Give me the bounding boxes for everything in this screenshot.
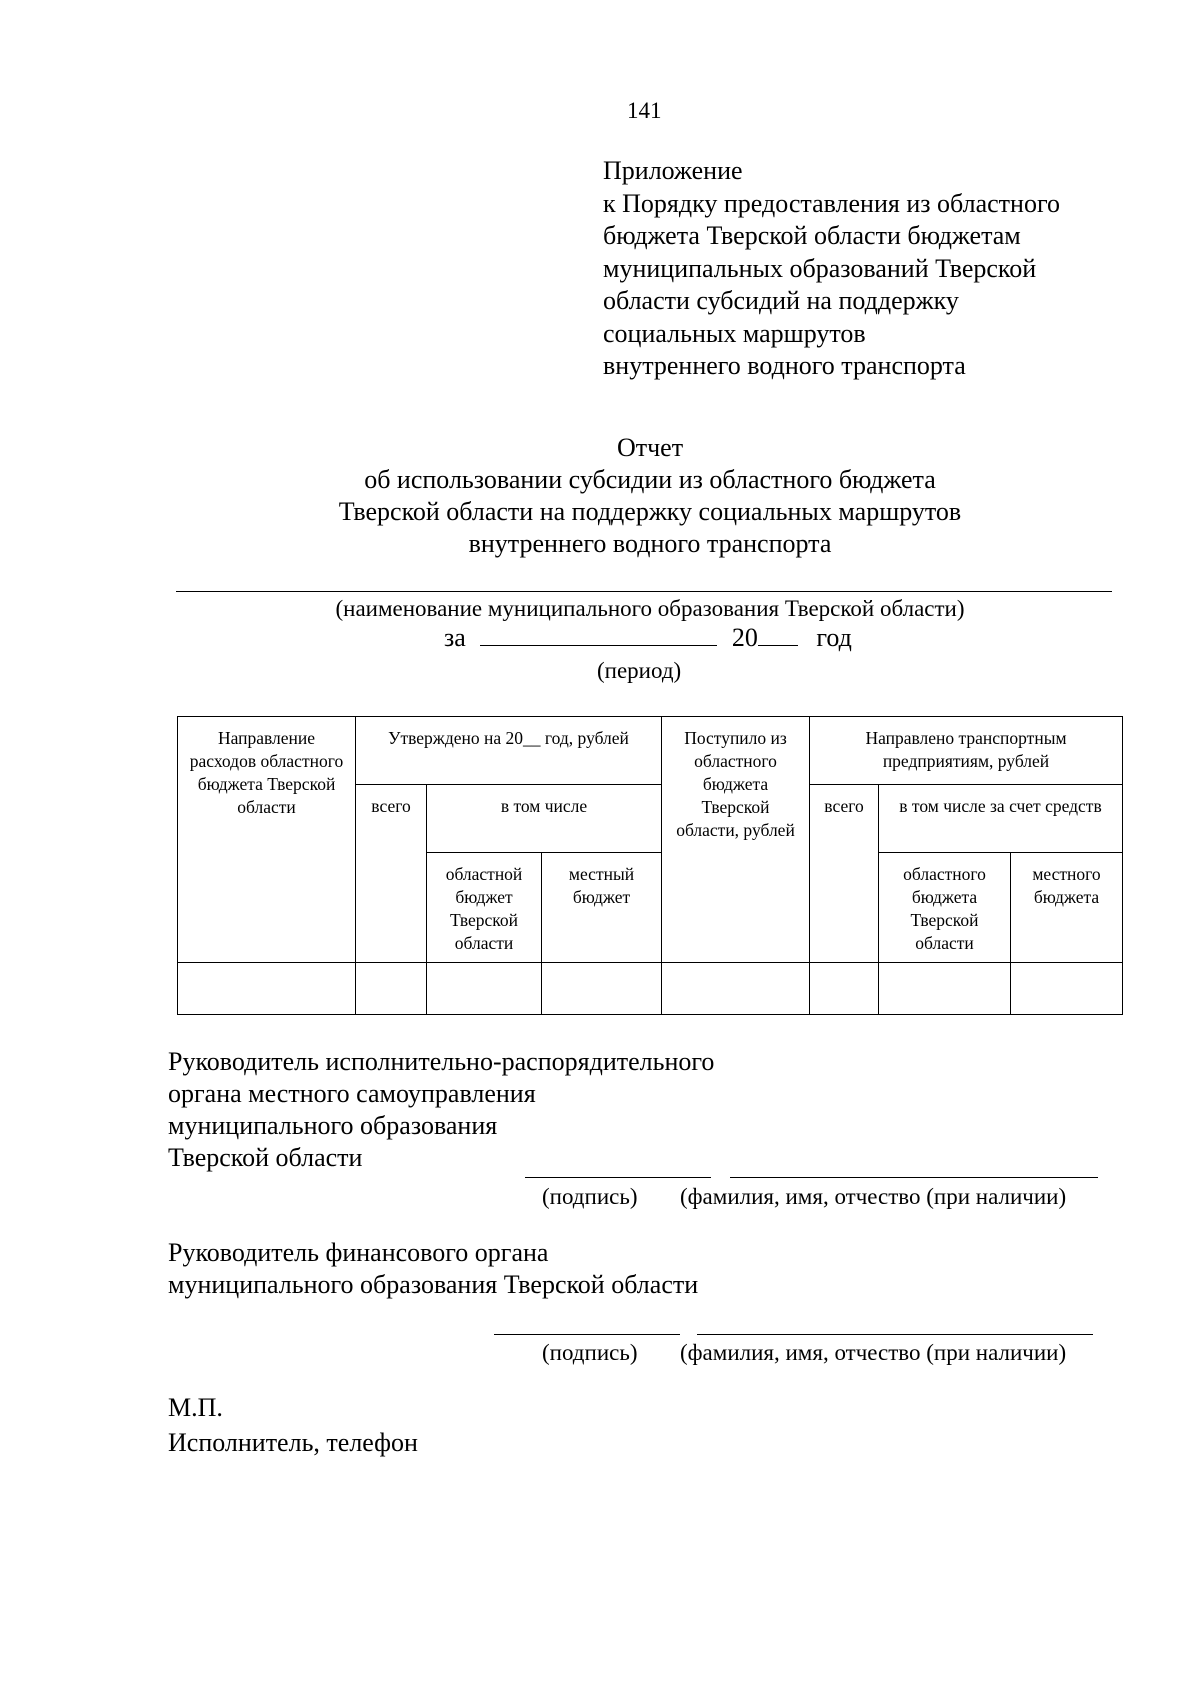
municipality-name-field[interactable] — [176, 591, 1112, 592]
footer — [168, 1390, 418, 1460]
table-cell[interactable] — [1011, 963, 1123, 1015]
report-title-line: Отчет — [616, 433, 684, 462]
table-cell[interactable] — [427, 963, 542, 1015]
period-field[interactable] — [480, 623, 717, 646]
appendix-line: внутреннего водного транспорта — [603, 351, 966, 380]
year-prefix: 20 — [731, 623, 758, 652]
signature-1-line: Тверской области — [168, 1143, 363, 1172]
header-sent-local: местного бюджета — [1011, 853, 1123, 963]
table-cell[interactable] — [810, 963, 879, 1015]
period-caption: (период) — [597, 658, 682, 683]
appendix-line: области субсидий на поддержку — [603, 286, 959, 315]
signature-2-sign-caption: (подпись) — [542, 1340, 638, 1365]
signature-2-line: Руководитель финансового органа — [168, 1238, 549, 1267]
signature-block-2 — [168, 1237, 698, 1301]
report-title-line: внутреннего водного транспорта — [468, 529, 832, 558]
report-title — [200, 432, 1100, 560]
report-title-line: Тверской области на поддержку социальных маршрутов — [338, 497, 962, 526]
signature-1-sign-caption: (подпись) — [542, 1184, 638, 1209]
appendix-line: к Порядку предоставления из областного — [603, 188, 1060, 218]
signature-1-line: Руководитель исполнительно-распорядительного — [168, 1047, 715, 1076]
signature-1-name-field[interactable] — [730, 1177, 1098, 1178]
header-sent-including: в том числе за счет средств — [879, 785, 1123, 853]
appendix-header — [603, 155, 1060, 383]
signature-block-1 — [168, 1046, 714, 1174]
period-prefix: за — [444, 623, 466, 652]
year-field[interactable] — [758, 623, 798, 646]
header-sent: Направлено транспортным предприятиям, рублей — [810, 717, 1123, 785]
signature-1-name-caption: (фамилия, имя, отчество (при наличии) — [680, 1184, 1067, 1209]
report-title-line: об использовании субсидии из областного бюджета — [364, 465, 936, 494]
header-sent-total: всего — [810, 785, 879, 963]
header-approved-local: местный бюджет — [542, 853, 662, 963]
signature-1-sign-field[interactable] — [525, 1177, 711, 1178]
period-row — [444, 623, 852, 653]
signature-1-line: органа местного самоуправления — [168, 1079, 536, 1108]
appendix-line: Приложение — [603, 156, 743, 185]
header-approved-regional: областной бюджет Тверской области — [427, 853, 542, 963]
year-suffix: год — [816, 623, 852, 652]
executor-label: Исполнитель, телефон — [168, 1428, 418, 1457]
header-direction: Направление расходов областного бюджета Тверской области — [178, 717, 356, 963]
page-number: 141 — [627, 98, 662, 123]
table-cell[interactable] — [178, 963, 356, 1015]
header-approved-including: в том числе — [427, 785, 662, 853]
header-received: Поступило из областного бюджета Тверской области, рублей — [662, 717, 810, 963]
table-cell[interactable] — [879, 963, 1011, 1015]
header-sent-regional: областного бюджета Тверской области — [879, 853, 1011, 963]
header-approved-total: всего — [356, 785, 427, 963]
signature-2-sign-field[interactable] — [494, 1334, 680, 1335]
appendix-line: социальных маршрутов — [603, 318, 866, 348]
table-cell[interactable] — [542, 963, 662, 1015]
table-cell[interactable] — [662, 963, 810, 1015]
signature-2-name-caption: (фамилия, имя, отчество (при наличии) — [680, 1340, 1067, 1365]
municipality-caption: (наименование муниципального образования Тверской области) — [335, 596, 965, 621]
signature-2-line: муниципального образования Тверской области — [168, 1270, 699, 1299]
table-cell[interactable] — [356, 963, 427, 1015]
signature-2-name-field[interactable] — [697, 1334, 1093, 1335]
appendix-line: муниципальных образований Тверской — [603, 253, 1037, 283]
report-table — [177, 716, 1123, 1015]
appendix-line: бюджета Тверской области бюджетам — [603, 221, 1021, 250]
signature-1-line: муниципального образования — [168, 1111, 498, 1140]
header-approved: Утверждено на 20__ год, рублей — [356, 717, 662, 785]
table-row — [178, 963, 1123, 1015]
stamp-label: М.П. — [168, 1393, 223, 1422]
